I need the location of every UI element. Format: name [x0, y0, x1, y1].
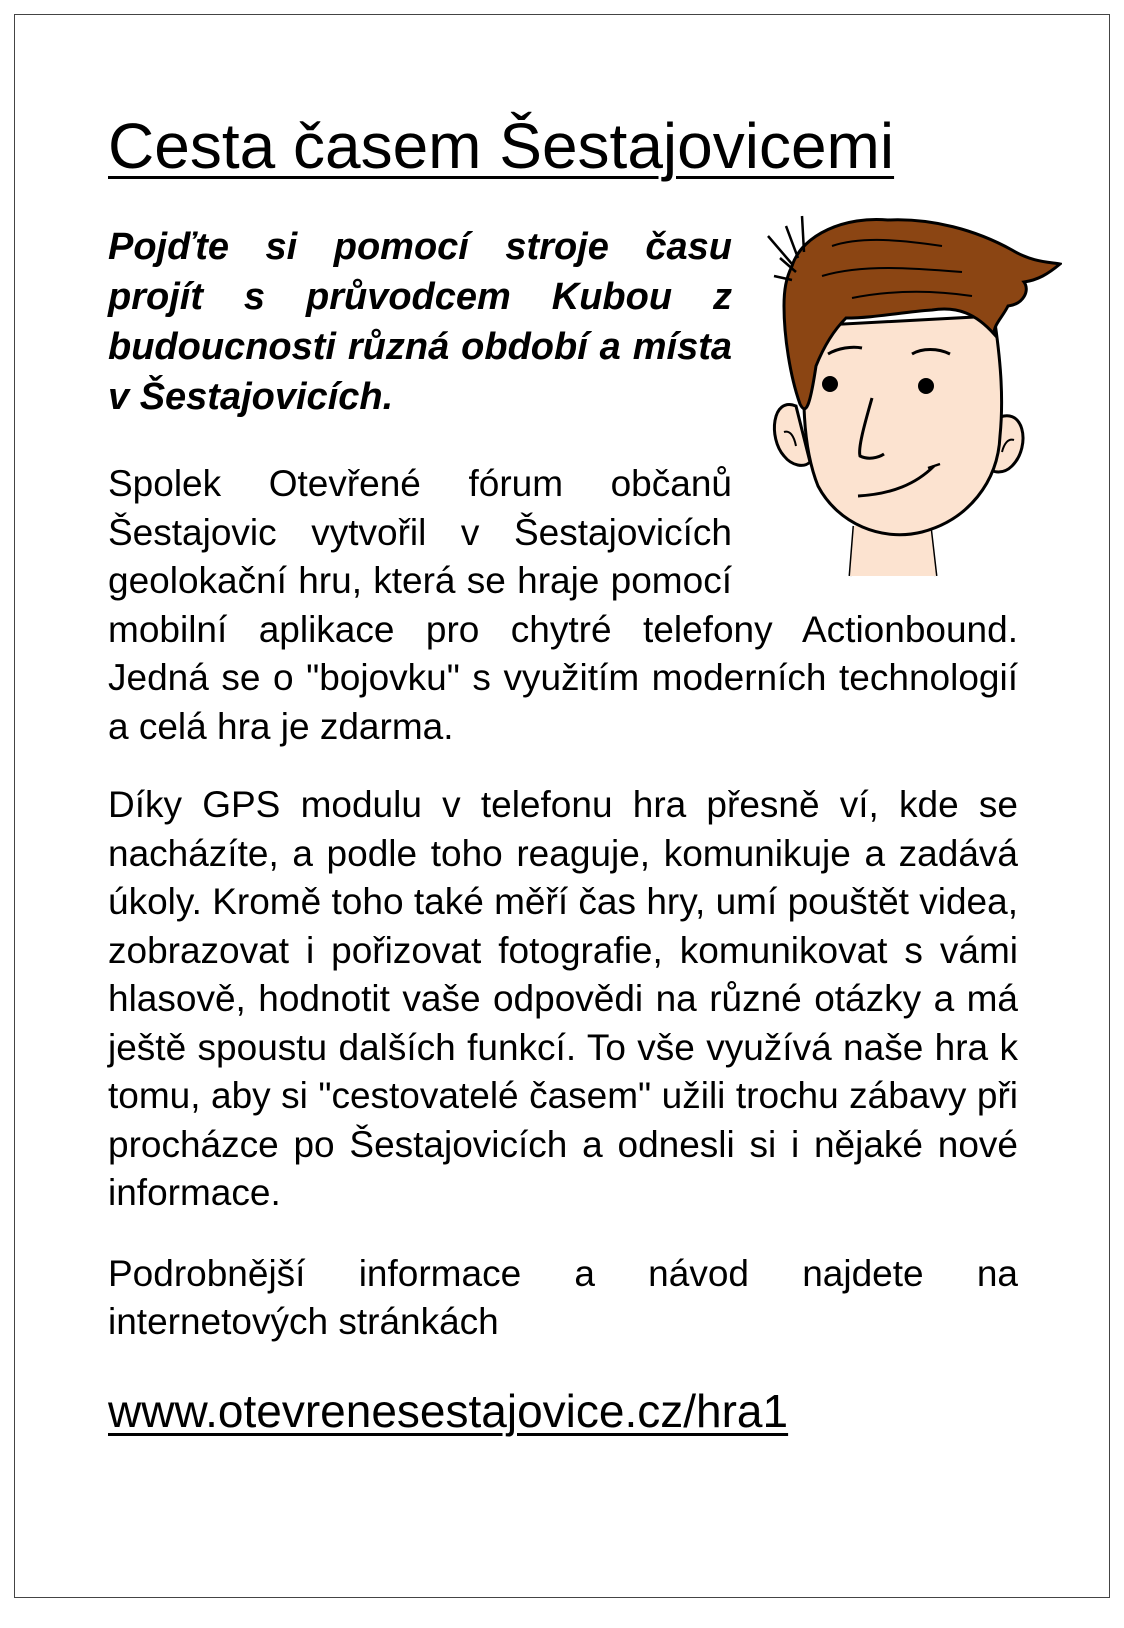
- paragraph-game-description: Spolek Otevřené fórum občanů Šestajovic vytvořil v Šestajovicích geolokační hru, která se hraje pomocí mobilní aplikace pro chytré telefony Actionbound. Jedná se o "bojovku" s využitím moderních technologií a celá hra je zdarma.: [108, 463, 1018, 747]
- website-link[interactable]: www.otevrenesestajovice.cz/hra1: [108, 1384, 789, 1437]
- boy-face-icon: [762, 206, 1062, 586]
- paragraph-gps-features: Díky GPS modulu v telefonu hra přesně ví, kde se nacházíte, a podle toho reaguje, komunikuje a zadává úkoly. Kromě toho také měří čas hry, umí pouštět videa, zobrazovat i pořizovat fotografie, komunikovat s vámi hlasově, hodnotit vaše odpovědi na různé otázky a má ještě spoustu dalších funkcí. To vše využívá naše hra k tomu, aby si "cestovatelé časem" užili trochu zábavy při procházce po Šestajovicích a odnesli si i nějaké nové informace.: [108, 784, 1018, 1213]
- page-title: Cesta časem Šestajovicemi: [108, 110, 895, 182]
- flyer-content: [108, 104, 1018, 1441]
- intro-text: Pojďte si pomocí stroje času projít s průvodcem Kubou z budoucnosti různá období a místa v Šestajovicích.: [108, 226, 732, 418]
- paragraph-more-info: Podrobnější informace a návod najdete na internetových stránkách: [108, 1252, 1018, 1342]
